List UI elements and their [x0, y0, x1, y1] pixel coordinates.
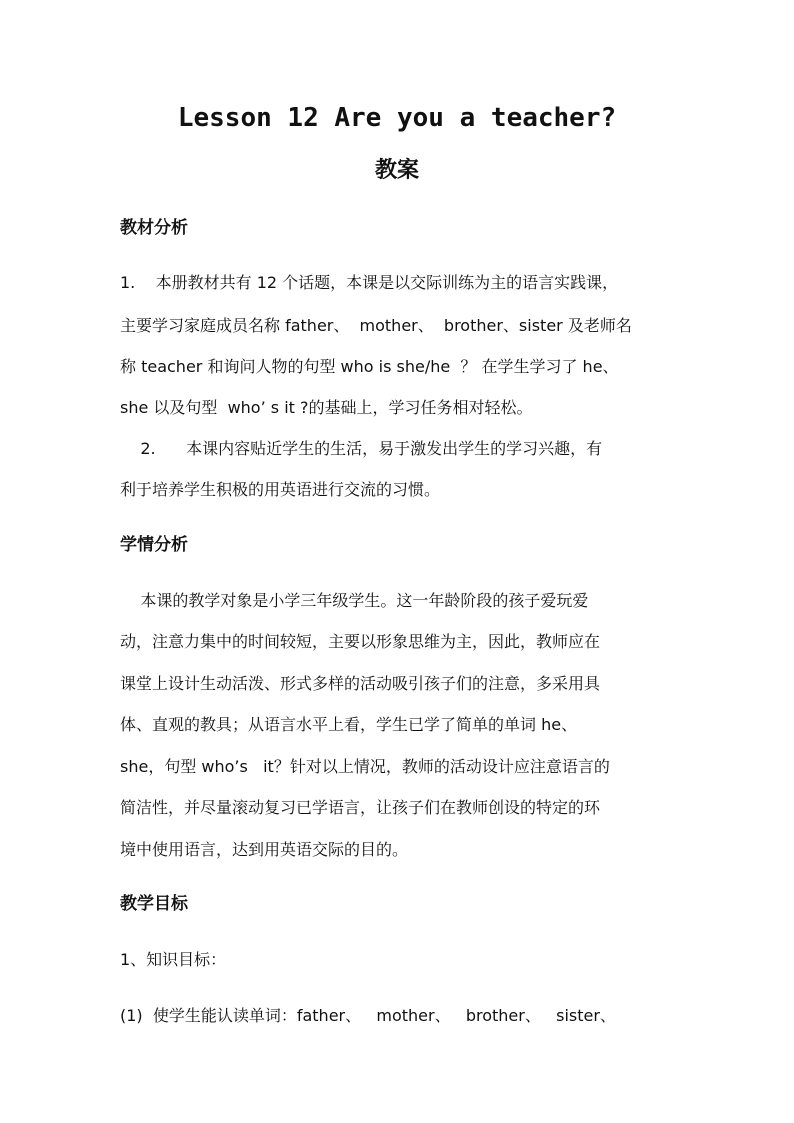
paragraph-line: 利于培养学生积极的用英语进行交流的习惯。 — [120, 480, 441, 499]
paragraph-line: 体、直观的教具；从语言水平上看，学生已学了简单的单词 he、 — [120, 715, 578, 734]
paragraph-line: she，句型 who’s it？针对以上情况，教师的活动设计应注意语言的 — [120, 757, 610, 776]
paragraph-line: 1. 本册教材共有 12 个话题，本课是以交际训练为主的语言实践课， — [120, 273, 619, 292]
paragraph-line: 主要学习家庭成员名称 father、 mother、 brother、sister 及老师名 — [120, 316, 632, 335]
paragraph-line: (1) 使学生能认读单词：father、 mother、 brother、 sister、 — [120, 1006, 616, 1025]
section-heading-teaching-goals: 教学目标 — [120, 894, 188, 914]
paragraph-line: 课堂上设计生动活泼、形式多样的活动吸引孩子们的注意，多采用具 — [120, 674, 601, 693]
paragraph-line: 1、知识目标： — [120, 950, 227, 969]
section-heading-textbook-analysis: 教材分析 — [120, 218, 188, 238]
section-heading-student-analysis: 学情分析 — [120, 535, 188, 555]
paragraph-line: 本课的教学对象是小学三年级学生。这一年龄阶段的孩子爱玩爱 — [120, 591, 589, 610]
paragraph-line: 2. 本课内容贴近学生的生活，易于激发出学生的学习兴趣，有 — [120, 439, 603, 458]
paragraph-line: she 以及句型 who’ s it ?的基础上，学习任务相对轻松。 — [120, 398, 533, 417]
paragraph-line: 动，注意力集中的时间较短，主要以形象思维为主，因此，教师应在 — [120, 632, 601, 651]
paragraph-line: 简洁性，并尽量滚动复习已学语言，让孩子们在教师创设的特定的环 — [120, 798, 601, 817]
paragraph-line: 称 teacher 和询问人物的句型 who is she/he ？ 在学生学习了 he、 — [120, 357, 619, 376]
paragraph-line: 境中使用语言，达到用英语交际的目的。 — [120, 840, 409, 859]
document-subtitle: 教案 — [374, 158, 419, 183]
document-title: Lesson 12 Are you a teacher? — [177, 103, 617, 133]
